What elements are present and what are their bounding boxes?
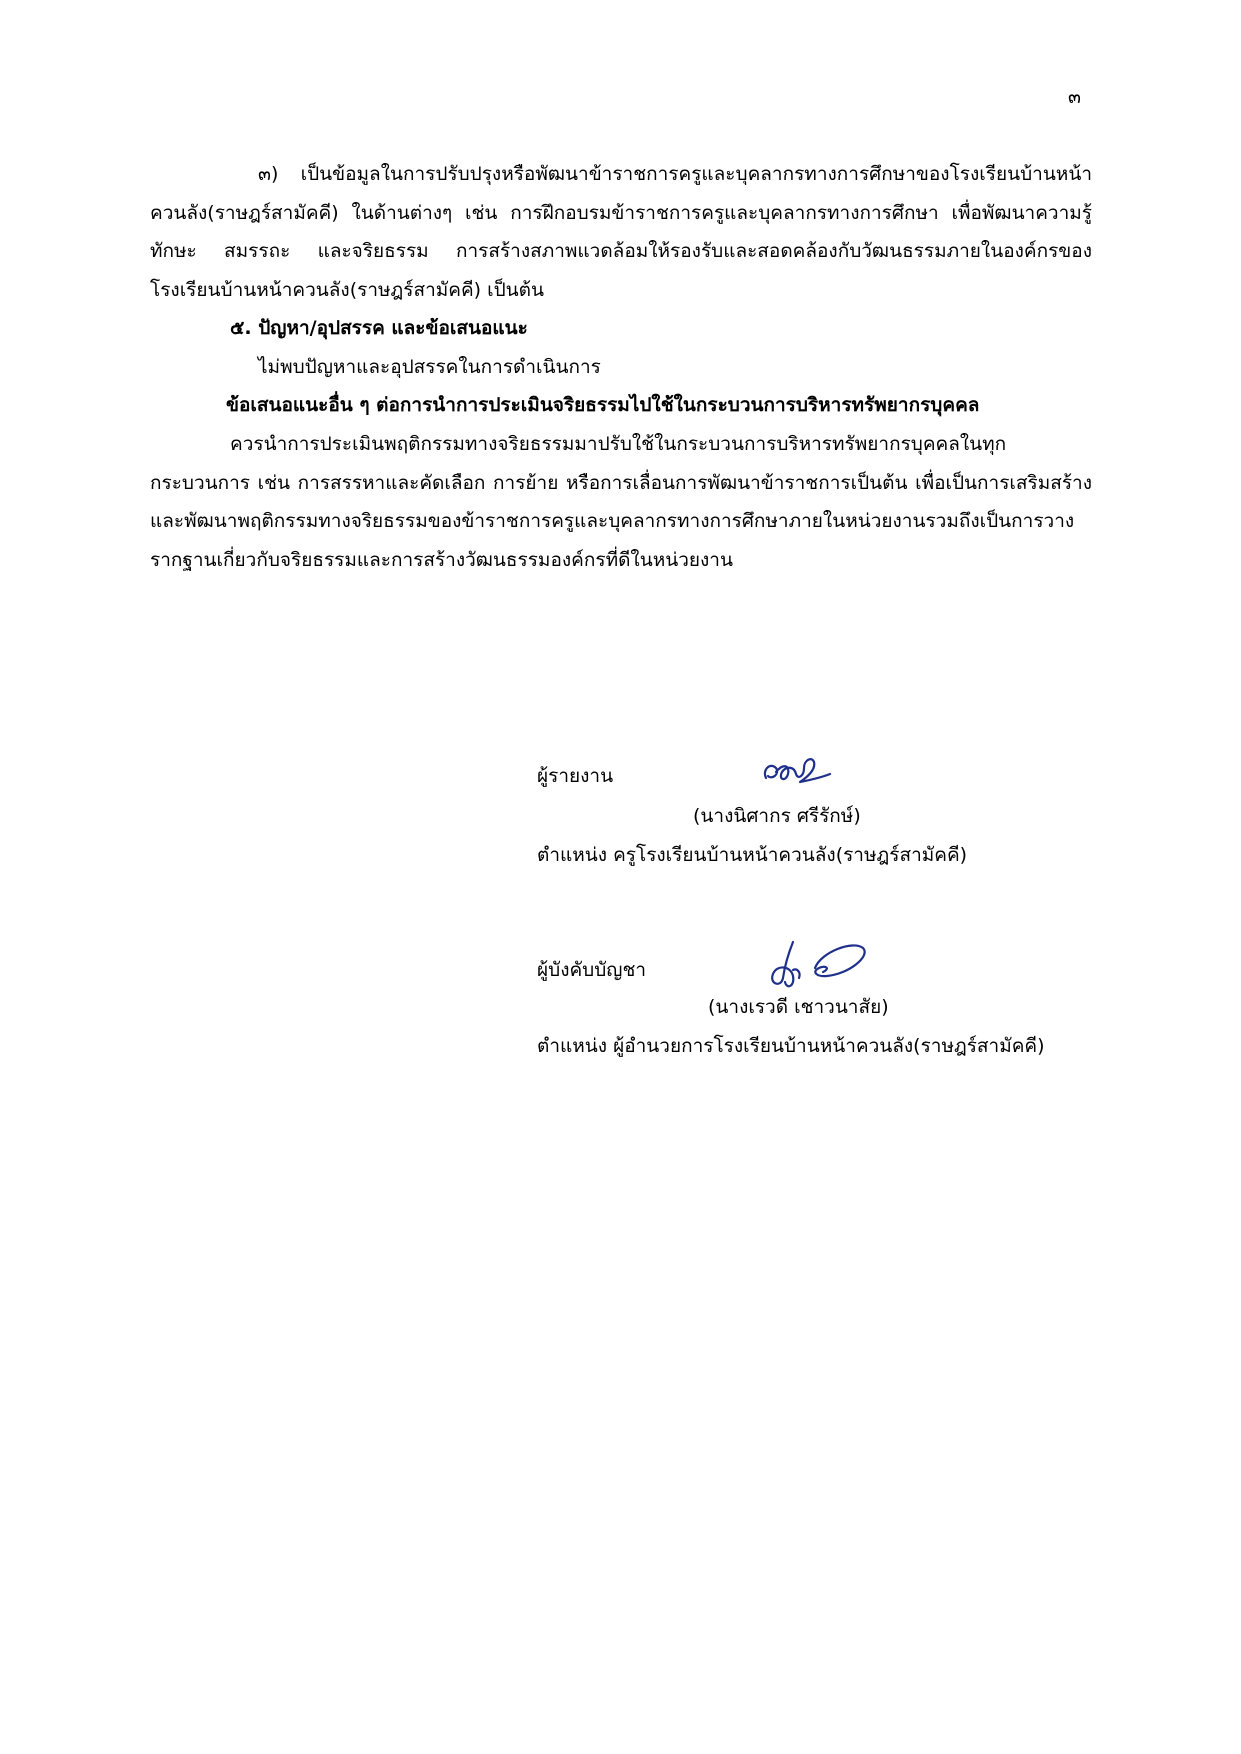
suggestion-heading: ข้อเสนอแนะอื่น ๆ ต่อการนำการประเมินจริยธรรมไปใช้ในกระบวนการบริหารทรัพยากรบุคคล [226,394,980,416]
reporter-position: ตำแหน่ง ครูโรงเรียนบ้านหน้าควนลัง(ราษฎร์สามัคคี) [537,844,968,866]
suggestion-block [150,425,1092,579]
section-5-block [150,309,1092,425]
reporter-role-label: ผู้รายงาน [537,765,614,787]
supervisor-role-label: ผู้บังคับบัญชา [537,959,647,981]
supervisor-name: (นางเรวดี เชาวนาสัย) [708,996,889,1018]
supervisor-signature [765,934,875,994]
supervisor-position: ตำแหน่ง ผู้อำนวยการโรงเรียนบ้านหน้าควนลัง(ราษฎร์สามัคคี) [537,1035,1045,1057]
page-number: ๓ [1068,86,1081,108]
paragraph-3: ๓) เป็นข้อมูลในการปรับปรุงหรือพัฒนาข้าราชการครูและบุคลากรทางการศึกษาของโรงเรียนบ้านหน้าควนลัง(ราษฎร์สามัคคี) ในด้านต่างๆ เช่น การฝึกอบรมข้าราชการครูและบุคลากรทางการศึกษา เพื่อพัฒนาความรู้ ทักษะ สมรรถะ และจริยธรรม การสร้างสภาพแวดล้อมให้รองรับและสอดคล้องกับวัฒนธรรมภายในองค์กรของโรงเรียนบ้านหน้าควนลัง(ราษฎร์สามัคคี) เป็นต้น [150,163,1092,301]
suggestion-text: ควรนำการประเมินพฤติกรรมทางจริยธรรมมาปรับใช้ในกระบวนการบริหารทรัพยากรบุคคลในทุกกระบวนการ เช่น การสรรหาและคัดเลือก การย้าย หรือการเลื่อนการพัฒนาข้าราชการเป็นต้น เพื่อเป็นการเสริมสร้างและพัฒนาพฤติกรรมทางจริยธรรมของข้าราชการครูและบุคลากรทางการศึกษาภายในหน่วยงานรวมถึงเป็นการวางรากฐานเกี่ยวกับจริยธรรมและการสร้างวัฒนธรรมองค์กรที่ดีในหน่วยงาน [150,433,1092,571]
section-5-text: ไม่พบปัญหาและอุปสรรคในการดำเนินการ [258,355,601,378]
paragraph-3-block [150,155,1092,309]
section-5-heading: ๕. ปัญหา/อุปสรรค และข้อเสนอแนะ [230,317,528,339]
reporter-name: (นางนิศากร ศรีรักษ์) [693,805,861,827]
reporter-signature [758,748,838,792]
